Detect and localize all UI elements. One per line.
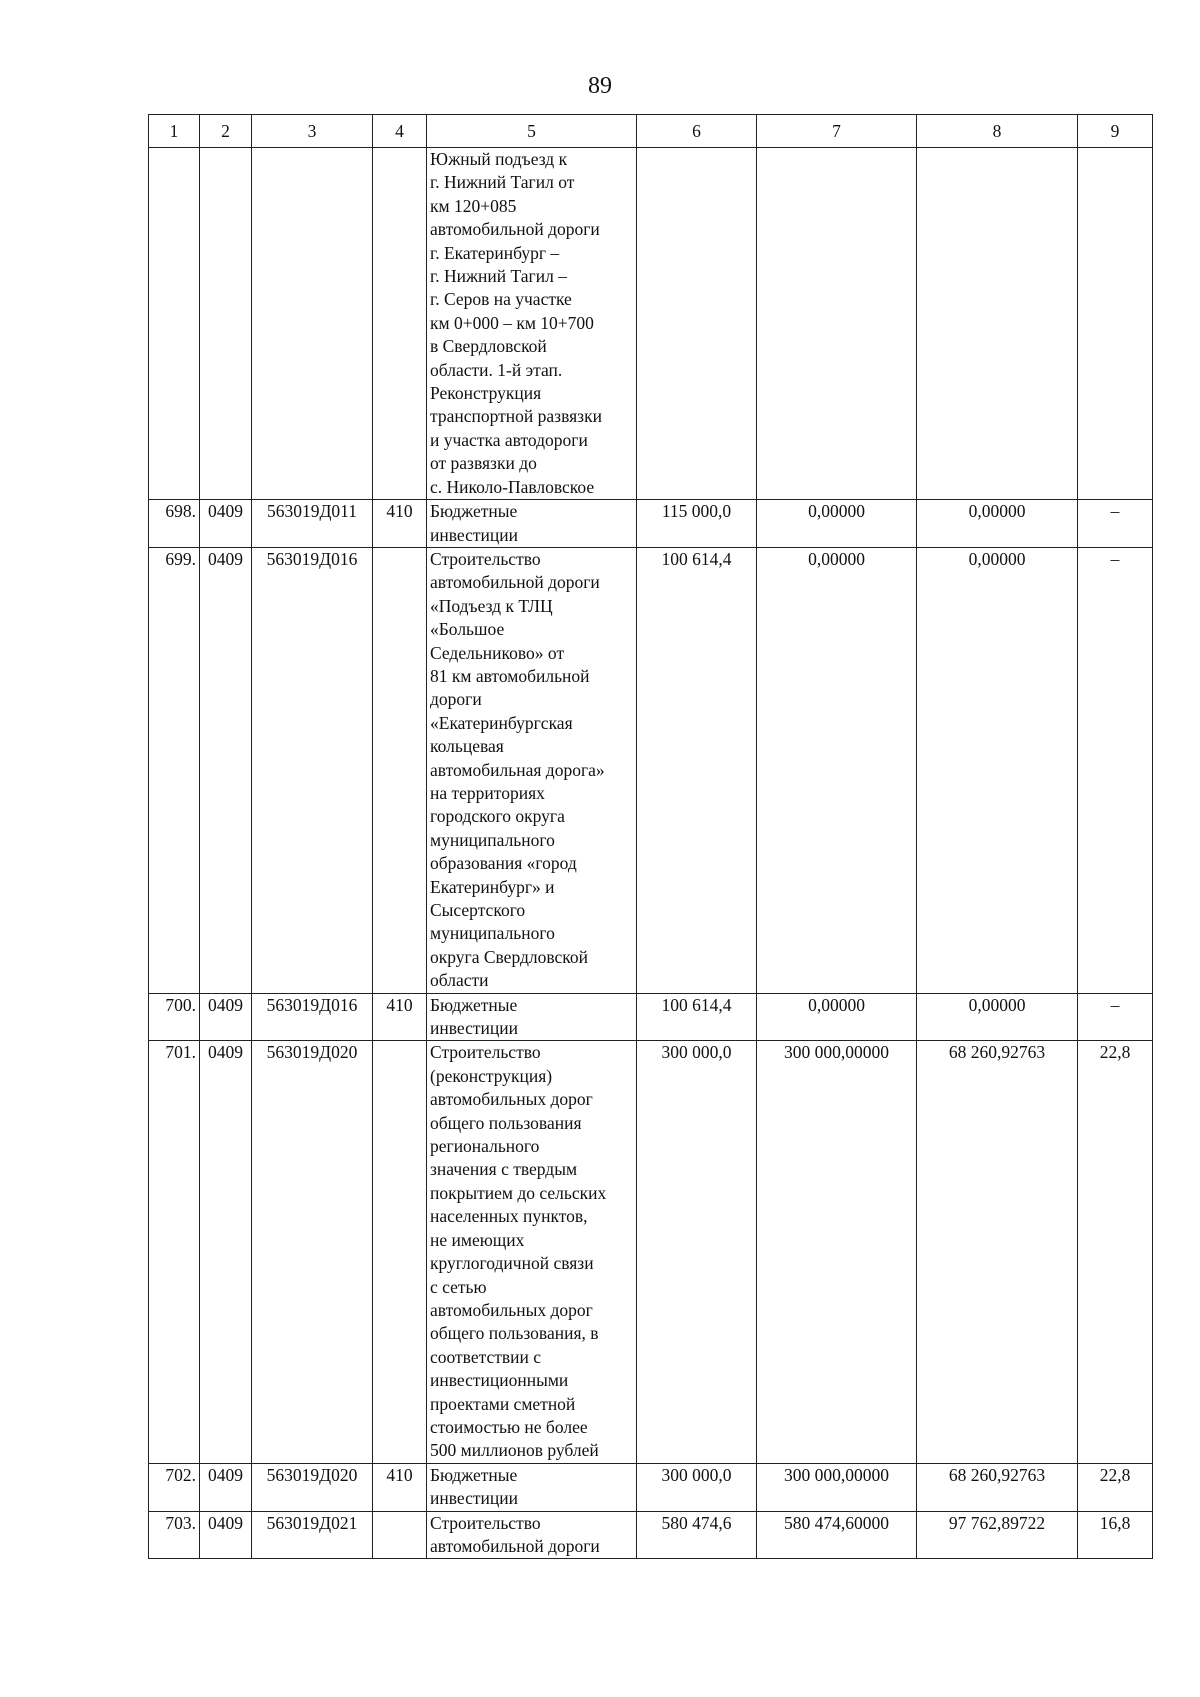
description-line: и участка автодороги: [430, 429, 588, 450]
expense-type-cell: 410: [373, 500, 427, 548]
table-row: [149, 1041, 1153, 1463]
approved-amount-cell: [757, 148, 917, 500]
expense-type-cell: [373, 1041, 427, 1463]
table-row: [149, 993, 1153, 1041]
page-number: 89: [588, 73, 612, 99]
section-code-cell: 0409: [200, 1041, 252, 1463]
percent-cell: 16,8: [1078, 1511, 1153, 1559]
description-cell: [427, 500, 637, 548]
description-line: инвестиции: [430, 524, 518, 545]
description-line: значения с твердым: [430, 1159, 578, 1180]
approved-amount-cell: 300 000,00000: [757, 1463, 917, 1511]
description-line: Бюджетные: [430, 501, 518, 522]
description-line: (реконструкция): [430, 1065, 553, 1086]
description-line: «Подъезд к ТЛЦ: [430, 595, 553, 616]
description-line: общего пользования: [430, 1112, 582, 1133]
target-code-cell: 563019Д016: [252, 993, 373, 1041]
row-number-cell: 703.: [149, 1511, 200, 1559]
approved-amount-cell: 580 474,60000: [757, 1511, 917, 1559]
section-code-cell: 0409: [200, 547, 252, 993]
description-line: Строительство: [430, 548, 541, 569]
percent-cell: [1078, 148, 1153, 500]
planned-amount-cell: 100 614,4: [637, 547, 757, 993]
description-line: образования «город: [430, 853, 577, 874]
description-line: г. Серов на участке: [430, 289, 572, 310]
description-line: населенных пунктов,: [430, 1206, 588, 1227]
description-cell: [427, 1511, 637, 1559]
section-code-cell: 0409: [200, 1463, 252, 1511]
executed-amount-cell: 68 260,92763: [917, 1463, 1078, 1511]
table-row: [149, 1511, 1153, 1559]
description-line: от развязки до: [430, 453, 537, 474]
section-code-cell: [200, 148, 252, 500]
description-line: в Свердловской: [430, 336, 547, 357]
description-line: Седельниково» от: [430, 642, 565, 663]
row-number-cell: 701.: [149, 1041, 200, 1463]
description-line: округа Свердловской: [430, 946, 589, 967]
description-line: Реконструкция: [430, 383, 542, 404]
section-code-cell: 0409: [200, 500, 252, 548]
header-cell-3: 3: [252, 115, 373, 148]
description-cell: [427, 148, 637, 500]
description-cell: [427, 547, 637, 993]
section-code-cell: 0409: [200, 1511, 252, 1559]
description-line: инвестиционными: [430, 1370, 569, 1391]
description-line: общего пользования, в: [430, 1323, 599, 1344]
header-cell-2: 2: [200, 115, 252, 148]
row-number-cell: [149, 148, 200, 500]
description-line: автомобильной дороги: [430, 572, 600, 593]
description-line: Южный подъезд к: [430, 149, 568, 169]
header-cell-7: 7: [757, 115, 917, 148]
percent-cell: –: [1078, 993, 1153, 1041]
header-cell-8: 8: [917, 115, 1078, 148]
percent-cell: –: [1078, 547, 1153, 993]
description-line: проектами сметной: [430, 1393, 576, 1414]
planned-amount-cell: [637, 148, 757, 500]
planned-amount-cell: 300 000,0: [637, 1463, 757, 1511]
target-code-cell: [252, 148, 373, 500]
description-line: г. Нижний Тагил от: [430, 172, 575, 193]
executed-amount-cell: 97 762,89722: [917, 1511, 1078, 1559]
description-line: на территориях: [430, 782, 545, 803]
executed-amount-cell: [917, 148, 1078, 500]
approved-amount-cell: 0,00000: [757, 500, 917, 548]
description-line: круглогодичной связи: [430, 1253, 594, 1274]
description-line: автомобильной дороги: [430, 219, 600, 240]
description-line: не имеющих: [430, 1229, 525, 1250]
description-line: «Большое: [430, 619, 505, 640]
row-number-cell: 698.: [149, 500, 200, 548]
executed-amount-cell: 0,00000: [917, 993, 1078, 1041]
executed-amount-cell: 68 260,92763: [917, 1041, 1078, 1463]
table-row: [149, 547, 1153, 993]
budget-table: [148, 114, 1153, 1559]
approved-amount-cell: 300 000,00000: [757, 1041, 917, 1463]
header-cell-5: 5: [427, 115, 637, 148]
description-line: городского округа: [430, 806, 565, 827]
expense-type-cell: 410: [373, 1463, 427, 1511]
description-line: автомобильных дорог: [430, 1089, 593, 1110]
description-line: автомобильная дорога»: [430, 759, 605, 780]
description-line: 81 км автомобильной: [430, 665, 590, 686]
percent-cell: 22,8: [1078, 1041, 1153, 1463]
approved-amount-cell: 0,00000: [757, 547, 917, 993]
description-line: транспортной развязки: [430, 406, 602, 427]
table-row: [149, 500, 1153, 548]
percent-cell: 22,8: [1078, 1463, 1153, 1511]
target-code-cell: 563019Д021: [252, 1511, 373, 1559]
planned-amount-cell: 580 474,6: [637, 1511, 757, 1559]
description-line: покрытием до сельских: [430, 1182, 607, 1203]
percent-cell: –: [1078, 500, 1153, 548]
description-line: с сетью: [430, 1276, 487, 1297]
expense-type-cell: [373, 1511, 427, 1559]
description-cell: [427, 1463, 637, 1511]
description-cell: [427, 993, 637, 1041]
description-line: кольцевая: [430, 736, 504, 757]
header-cell-1: 1: [149, 115, 200, 148]
description-line: с. Николо-Павловское: [430, 476, 595, 497]
description-line: муниципального: [430, 923, 555, 944]
header-row: [149, 115, 1153, 148]
expense-type-cell: [373, 547, 427, 993]
description-line: г. Нижний Тагил –: [430, 266, 567, 287]
description-line: Строительство: [430, 1042, 541, 1063]
planned-amount-cell: 300 000,0: [637, 1041, 757, 1463]
target-code-cell: 563019Д011: [252, 500, 373, 548]
description-line: области: [430, 970, 489, 991]
target-code-cell: 563019Д016: [252, 547, 373, 993]
description-line: км 0+000 – км 10+700: [430, 312, 594, 333]
description-line: «Екатеринбургская: [430, 712, 573, 733]
expense-type-cell: 410: [373, 993, 427, 1041]
executed-amount-cell: 0,00000: [917, 500, 1078, 548]
description-line: регионального: [430, 1136, 540, 1157]
row-number-cell: 702.: [149, 1463, 200, 1511]
description-line: Бюджетные: [430, 1464, 518, 1485]
description-line: инвестиции: [430, 1018, 518, 1039]
description-line: муниципального: [430, 829, 555, 850]
description-line: инвестиции: [430, 1488, 518, 1509]
description-cell: [427, 1041, 637, 1463]
description-line: стоимостью не более: [430, 1416, 588, 1437]
table-row: [149, 148, 1153, 500]
expense-type-cell: [373, 148, 427, 500]
section-code-cell: 0409: [200, 993, 252, 1041]
description-line: автомобильных дорог: [430, 1299, 593, 1320]
planned-amount-cell: 115 000,0: [637, 500, 757, 548]
table-row: [149, 1463, 1153, 1511]
description-line: км 120+085: [430, 195, 517, 216]
description-line: Сысертского: [430, 900, 526, 920]
executed-amount-cell: 0,00000: [917, 547, 1078, 993]
target-code-cell: 563019Д020: [252, 1041, 373, 1463]
description-line: Бюджетные: [430, 994, 518, 1015]
approved-amount-cell: 0,00000: [757, 993, 917, 1041]
description-line: соответствии с: [430, 1346, 542, 1367]
header-cell-9: 9: [1078, 115, 1153, 148]
description-line: Екатеринбург» и: [430, 876, 555, 897]
planned-amount-cell: 100 614,4: [637, 993, 757, 1041]
header-cell-4: 4: [373, 115, 427, 148]
table-body: [149, 148, 1153, 1559]
header-cell-6: 6: [637, 115, 757, 148]
description-line: г. Екатеринбург –: [430, 242, 560, 263]
description-line: автомобильной дороги: [430, 1535, 600, 1556]
description-line: 500 миллионов рублей: [430, 1440, 599, 1461]
description-line: области. 1-й этап.: [430, 359, 563, 380]
row-number-cell: 700.: [149, 993, 200, 1041]
description-line: дороги: [430, 689, 482, 710]
description-line: Строительство: [430, 1512, 541, 1533]
row-number-cell: 699.: [149, 547, 200, 993]
target-code-cell: 563019Д020: [252, 1463, 373, 1511]
